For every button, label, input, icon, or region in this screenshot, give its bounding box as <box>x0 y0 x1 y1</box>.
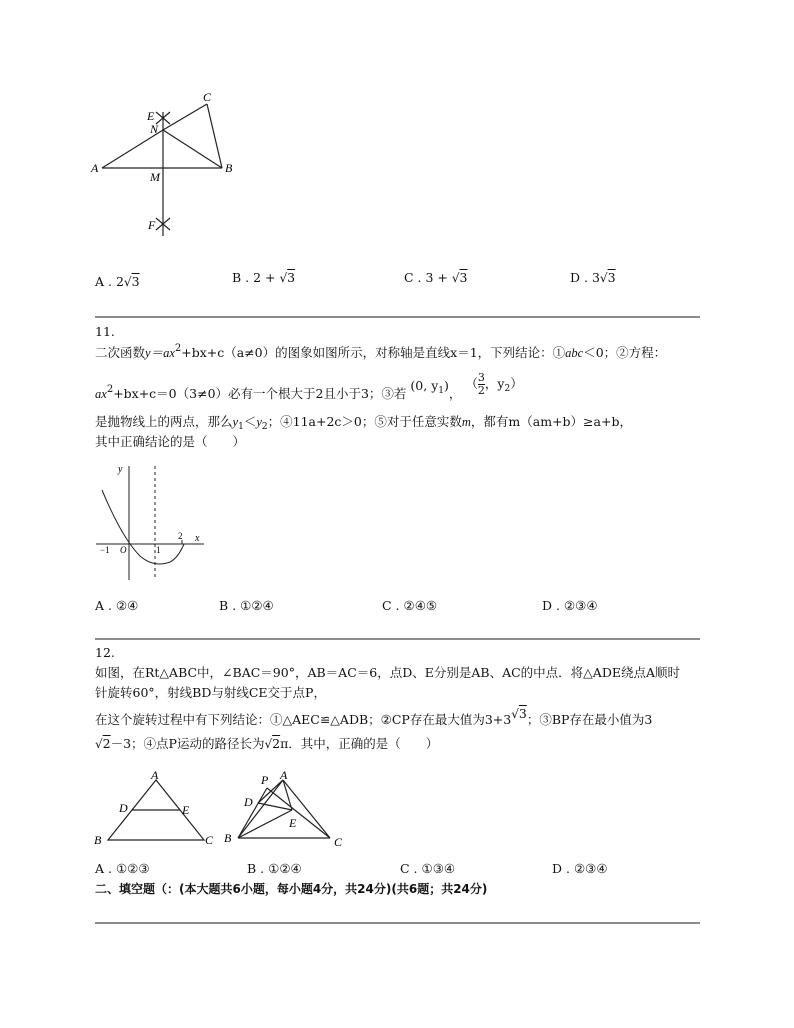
divider <box>95 922 700 924</box>
label-E: E <box>147 109 155 123</box>
label-C: C <box>334 835 343 849</box>
label-E: E <box>289 816 297 830</box>
label-E: E <box>182 803 190 817</box>
q12-figure-left <box>90 768 220 850</box>
q12-line3: 在这个旋转过程中有下列结论：①△AEC≌△ADB；②CP存在最大值为3+3√3；③BP存在最小值为3 <box>95 706 653 727</box>
sqrt-sign: √ <box>451 271 460 285</box>
q12-option-d[interactable]: D . ②③④ <box>552 861 608 876</box>
label-B: B <box>94 833 102 847</box>
label-F: F <box>148 218 156 232</box>
axis-y-label: y <box>118 464 123 475</box>
q10-option-d[interactable]: D . 3√3 <box>570 270 616 285</box>
q10-option-a[interactable]: A . 2√3 <box>95 274 140 289</box>
label-A: A <box>151 768 159 782</box>
q12-number: 12. <box>95 645 115 660</box>
q12-line1: 如图，在Rt△ABC中，∠BAC＝90°，AB＝AC＝6，点D、E分别是AB、AC的中点．将△ADE绕点A顺时 <box>95 665 680 680</box>
label-A: A <box>280 768 288 782</box>
q12-line4: √2－3；④点P运动的路径长为√2π．其中，正确的是（ ） <box>95 736 439 751</box>
q11-option-a[interactable]: A . ②④ <box>95 598 139 613</box>
label-B: B <box>224 831 232 845</box>
q11-line4: 其中正确结论的是（ ） <box>95 434 246 449</box>
q12-option-c[interactable]: C . ①③④ <box>400 861 456 876</box>
sqrt-sign: √ <box>279 271 288 285</box>
label-A: A <box>91 161 99 175</box>
q11-line1: 二次函数$y=ax^2+bx+c(a\ne 0)$的图象如图所示，对称轴是直线x＝1，下列结论：①abc＜0；②方程： <box>95 343 667 360</box>
label-C: C <box>203 90 212 104</box>
section-title: 二、填空题（：(本大题共6小题，每小题4分，共24分)(共6题；共24分) <box>95 882 488 896</box>
q10-option-b[interactable]: B . 2 + √3 <box>232 270 296 285</box>
divider <box>95 638 700 640</box>
axis-x-label: x <box>195 533 200 544</box>
tick-neg1: −1 <box>100 545 110 555</box>
q12-line2: 针旋转60°，射线BD与射线CE交于点P， <box>95 685 326 700</box>
label-C: C <box>205 833 214 847</box>
tick-2: 2 <box>178 531 183 541</box>
q11-option-c[interactable]: C . ②④⑤ <box>382 598 438 613</box>
q11-line3: 是抛物线上的两点，那么$y_1<y_2$；④11a+2c＞0；⑤对于任意实数m，都有m（am+b）≥a+b， <box>95 414 632 432</box>
label-P: P <box>261 773 269 787</box>
label-D: D <box>119 801 128 815</box>
q11-option-d[interactable]: D . ②③④ <box>542 598 598 613</box>
q12-figure-right <box>220 766 356 850</box>
sqrt-sign: √ <box>599 271 608 285</box>
q10-figure <box>88 88 248 248</box>
sqrt-sign: √ <box>123 275 132 289</box>
origin-label: O <box>120 545 127 555</box>
q12-option-b[interactable]: B . ①②④ <box>247 861 302 876</box>
q11-line2: $ax^2+bx+c=0(3\ne 0)$必有一个根大于2且小于3；③若 (0, $y_1$)， （ $\frac{3}{2}$ ，$y_2$） <box>95 371 523 401</box>
label-B: B <box>225 161 233 175</box>
q11-graph <box>92 460 212 586</box>
tick-1: 1 <box>156 545 161 555</box>
divider <box>95 316 700 318</box>
label-N: N <box>150 122 159 136</box>
q10-option-c[interactable]: C . 3 + √3 <box>404 270 468 285</box>
q11-number: 11. <box>95 324 115 339</box>
q12-option-a[interactable]: A . ①②③ <box>95 861 150 876</box>
label-D: D <box>244 795 253 809</box>
label-M: M <box>150 170 160 184</box>
q11-option-b[interactable]: B . ①②④ <box>219 598 274 613</box>
